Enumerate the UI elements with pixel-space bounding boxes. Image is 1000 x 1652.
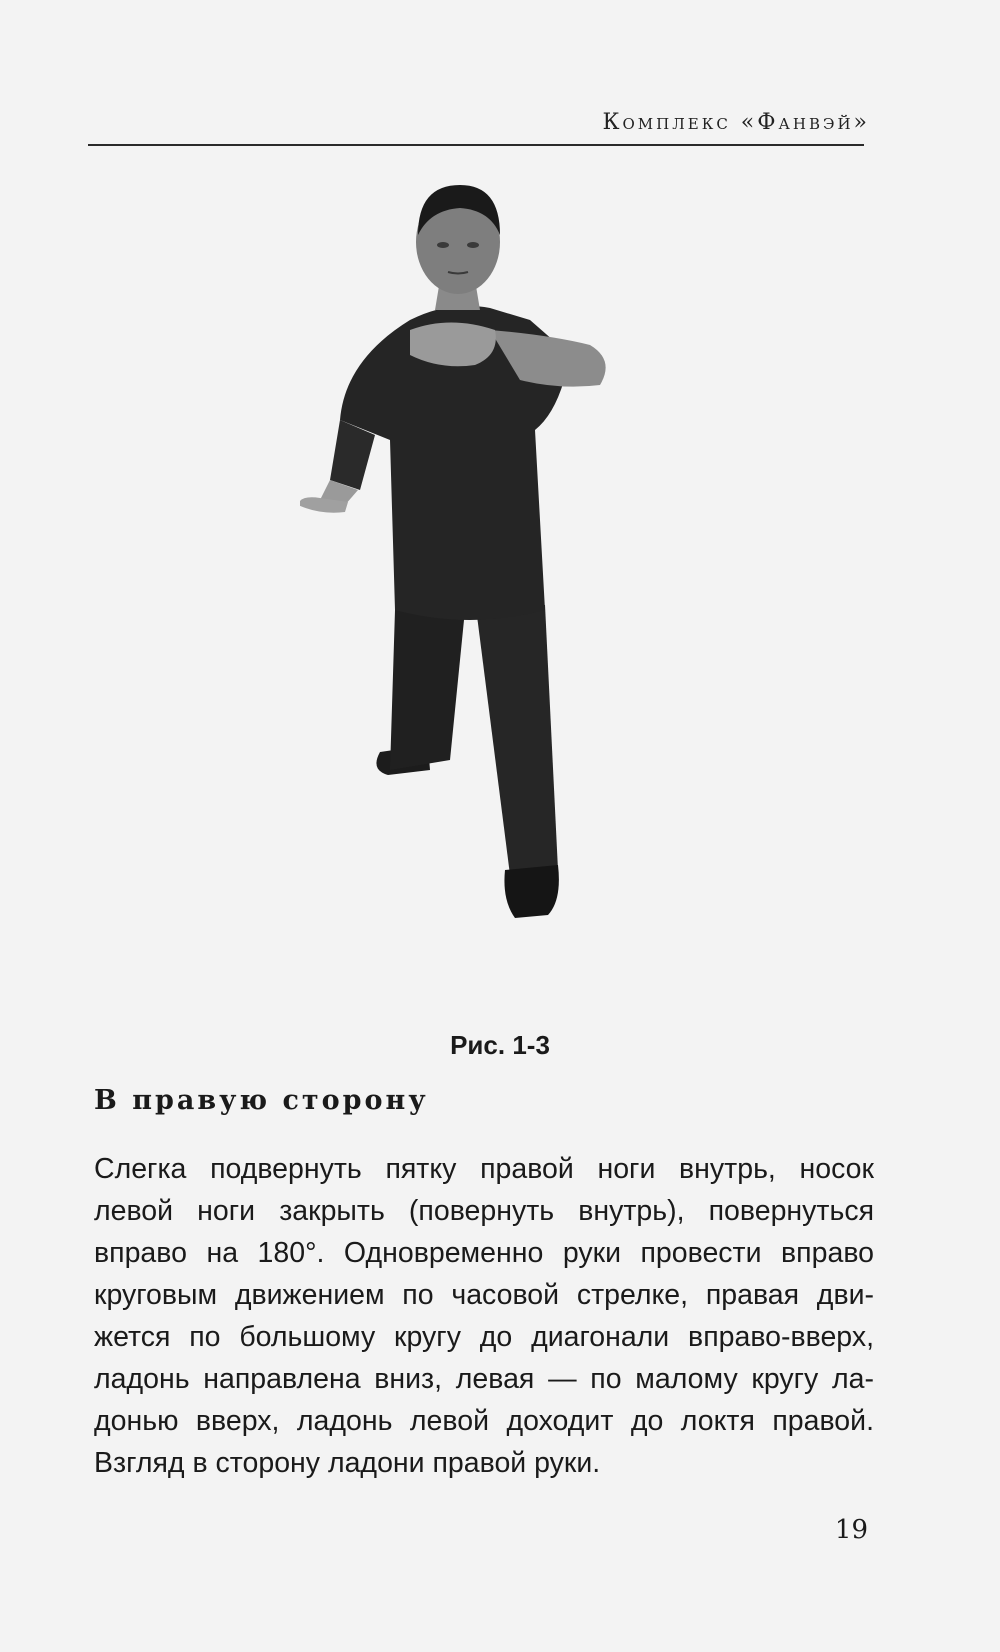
paragraph-line: ладонь направлена вниз, левая — по малому кругу ла-	[94, 1363, 874, 1395]
person-silhouette-illustration	[300, 180, 650, 975]
header-rule	[88, 144, 864, 146]
section-heading: В правую сторону	[94, 1085, 429, 1116]
paragraph-line: левой ноги закрыть (повернуть внутрь), повернуться	[94, 1195, 874, 1227]
body-paragraph	[94, 1148, 874, 1484]
paragraph-line: Слегка подвернуть пятку правой ноги внутрь, носок	[94, 1153, 874, 1185]
paragraph-line: круговым движением по часовой стрелке, правая дви-	[94, 1279, 874, 1311]
paragraph-line: вправо на 180°. Одновременно руки провести вправо	[94, 1237, 874, 1269]
page-number: 19	[834, 1515, 868, 1545]
figure-caption: Рис. 1-3	[450, 1030, 550, 1060]
paragraph-line: Взгляд в сторону ладони правой руки.	[94, 1447, 601, 1479]
paragraph-line: жется по большому кругу до диагонали вправо-вверх,	[94, 1321, 874, 1353]
running-title: Комплекс «Фанвэй»	[602, 110, 870, 135]
paragraph-line: донью вверх, ладонь левой доходит до локтя правой.	[94, 1405, 874, 1437]
figure-photo	[300, 180, 650, 975]
